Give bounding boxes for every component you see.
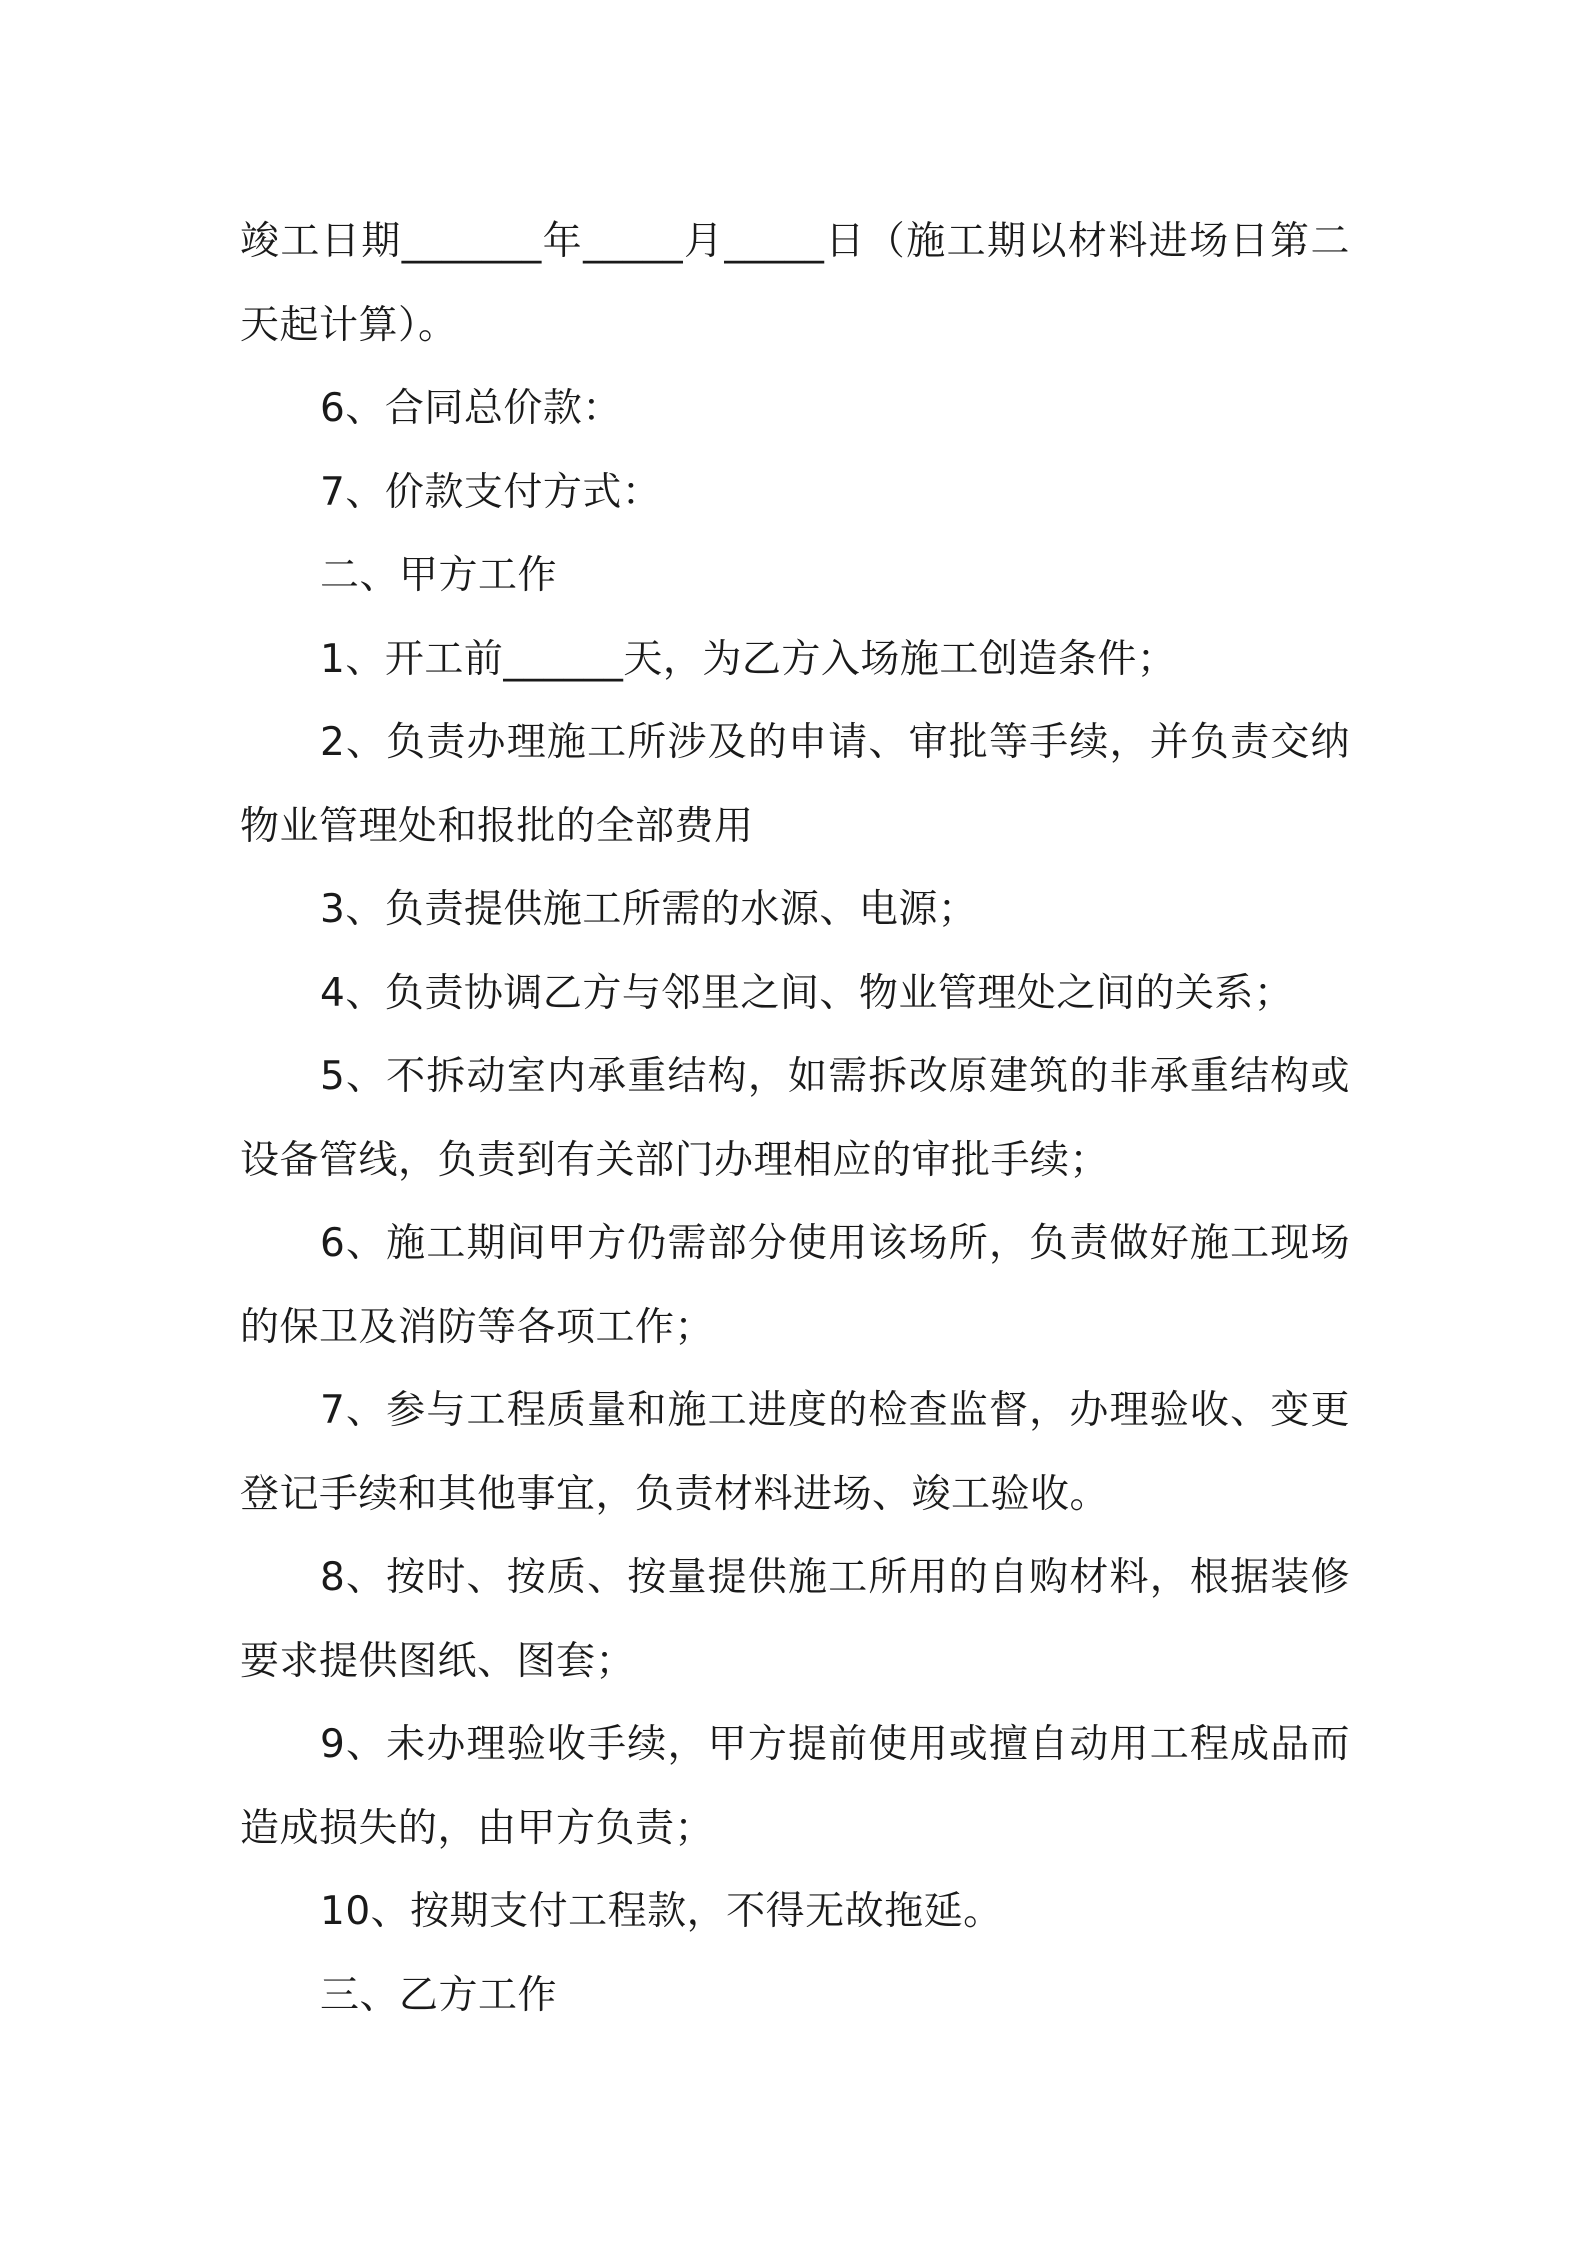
party-a-item-4: 4、负责协调乙方与邻里之间、物业管理处之间的关系； (320, 970, 1294, 1016)
section-heading-party-a: 二、甲方工作 (320, 553, 558, 598)
document-body (240, 200, 1350, 2037)
paragraph-total-price: 6、合同总价款： (320, 386, 622, 431)
paragraph-payment-method: 7、价款支付方式： (320, 469, 662, 515)
party-a-item-9: 9、未办理验收手续，甲方提前使用或擅自动用工程成品而造成损失的，由甲方负责； (240, 1722, 1350, 1851)
party-a-item-7: 7、参与工程质量和施工进度的检查监督，办理验收、变更登记手续和其他事宜，负责材料进场、竣工验收。 (240, 1388, 1350, 1517)
party-a-item-2: 2、负责办理施工所涉及的申请、审批等手续，并负责交纳物业管理处和报批的全部费用 (240, 720, 1350, 849)
party-a-item-8: 8、按时、按质、按量提供施工所用的自购材料，根据装修要求提供图纸、图套； (240, 1555, 1350, 1684)
party-a-item-3: 3、负责提供施工所需的水源、电源； (320, 887, 978, 932)
section-heading-party-b: 三、乙方工作 (320, 1972, 558, 2018)
party-a-item-5: 5、不拆动室内承重结构，如需拆改原建筑的非承重结构或设备管线，负责到有关部门办理相应的审批手续； (240, 1054, 1350, 1183)
party-a-item-10: 10、按期支付工程款，不得无故拖延。 (320, 1889, 1003, 1934)
paragraph-completion-date: 竣工日期_______年_____月_____日（施工期以材料进场日第二天起计算）。 (240, 219, 1350, 348)
party-a-item-1: 1、开工前______天，为乙方入场施工创造条件； (320, 636, 1177, 682)
party-a-item-6: 6、施工期间甲方仍需部分使用该场所，负责做好施工现场的保卫及消防等各项工作； (240, 1221, 1350, 1350)
